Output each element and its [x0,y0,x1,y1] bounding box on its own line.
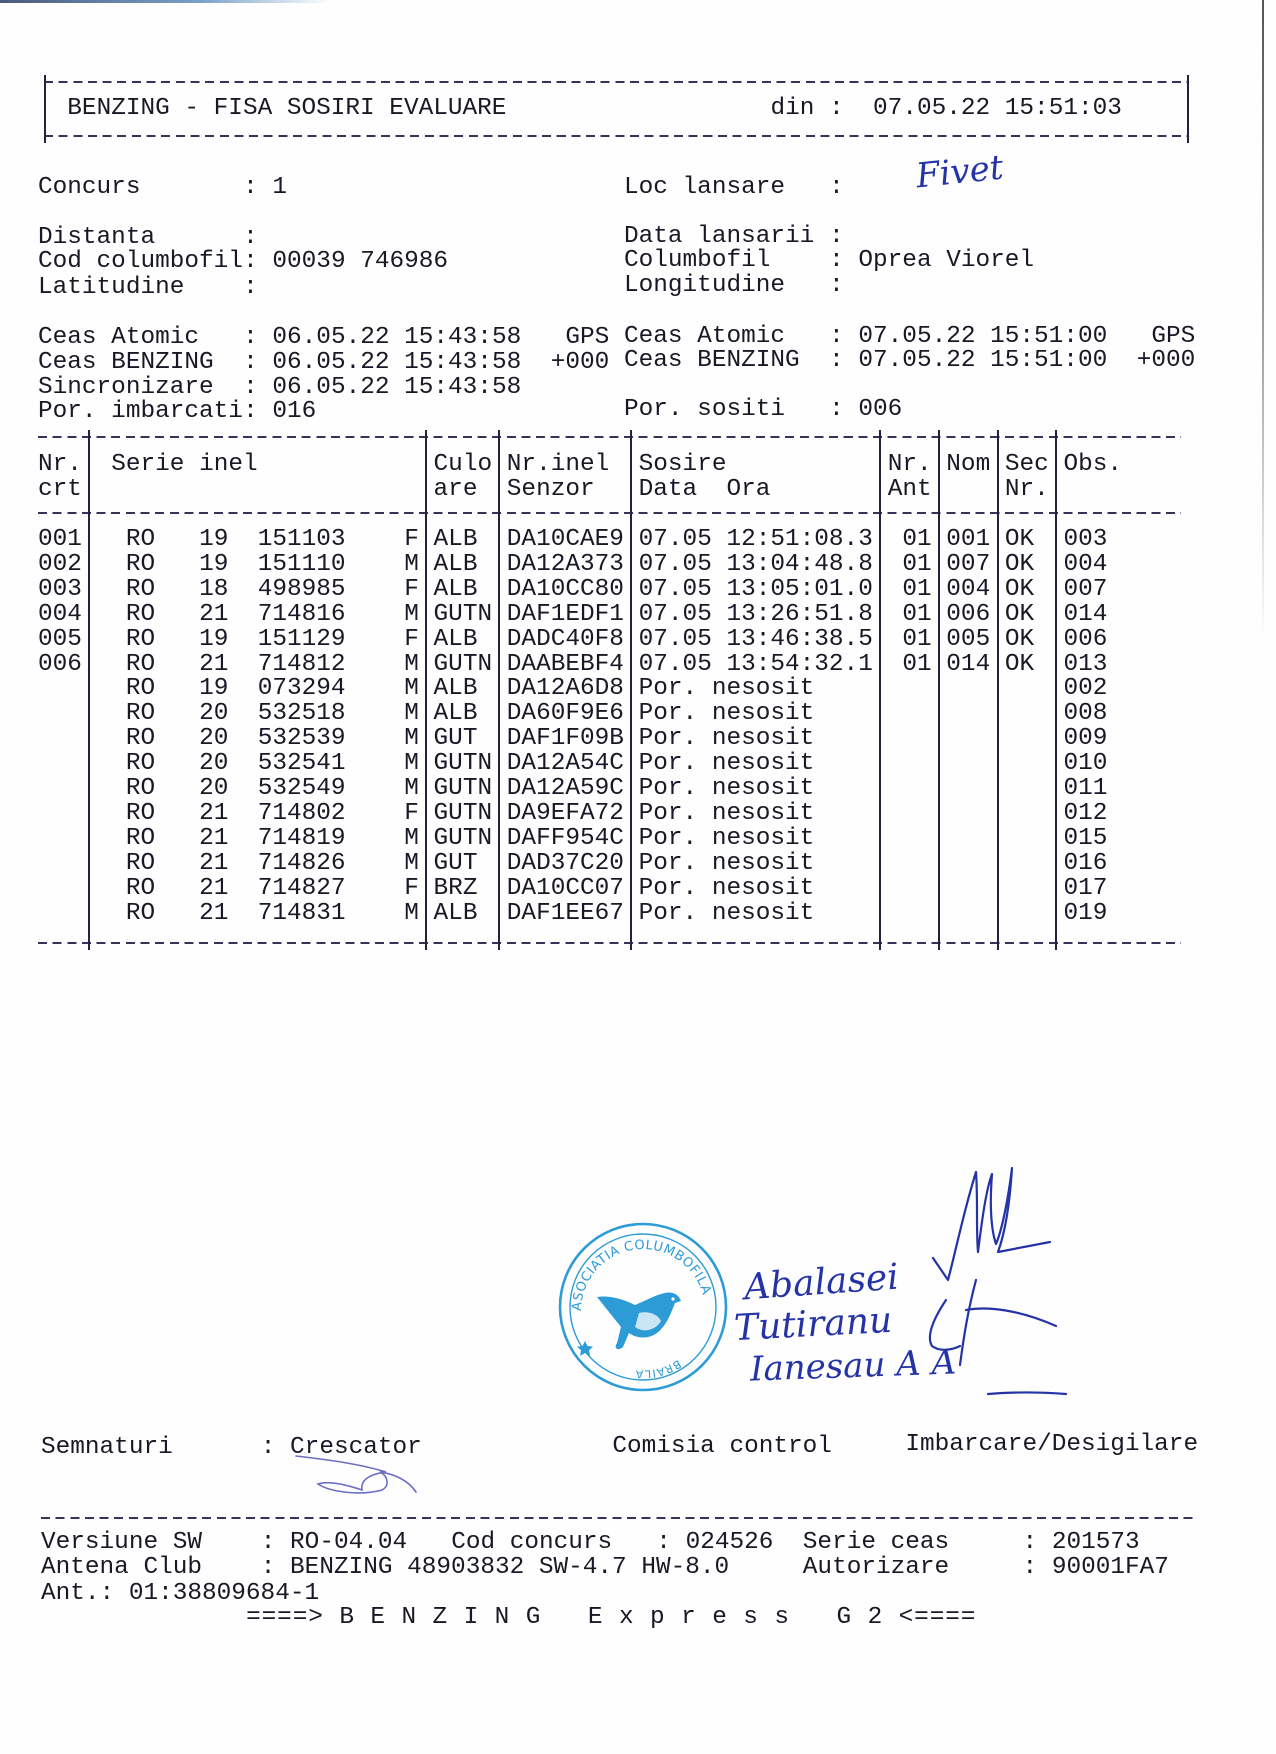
cell-sensor: DAD37C20 [506,849,624,877]
cell-color: GUT [433,725,478,753]
latitudine-label: Latitudine [38,274,185,301]
cod-concurs-colon: : [656,1529,671,1556]
cell-country: RO [125,700,156,728]
longitudine-colon: : [829,272,844,299]
cell-nom: 001 [946,526,991,553]
cell-nom: 014 [946,650,991,678]
cell-obs: 011 [1063,775,1108,802]
cell-arrival: 07.05 13:04:48.8 [638,550,873,578]
cell-sensor: DADC40F8 [506,625,624,653]
cell-sensor: DA12A54C [506,750,624,778]
cell-nr: 004 [38,600,82,628]
cell-sensor: DAABEBF4 [506,650,624,678]
start-benzing-value: 06.05.22 15:43:58 [272,349,522,376]
table-row [0,776,1276,802]
cell-obs: 006 [1063,625,1108,653]
cell-sex: M [404,824,419,852]
table-row [0,726,1276,752]
cell-color: ALB [433,899,478,927]
cell-arrival: Por. nesosit [638,725,815,753]
cell-sec: OK [1004,550,1035,578]
latitudine-colon: : [243,274,258,301]
header-sosire: Sosire [638,451,727,478]
header-sec-2: Nr. [1004,476,1049,503]
cell-obs: 010 [1063,750,1108,778]
cell-ant: 01 [902,550,932,578]
start-benzing-offset: +000 [550,349,610,376]
cell-arrival: Por. nesosit [638,799,815,827]
por-sositi-value: 006 [858,396,903,423]
cell-sensor: DAF1F09B [506,725,624,753]
pigeon-icon [597,1292,681,1349]
antena-club-value: BENZING 48903832 SW-4.7 HW-8.0 [290,1554,730,1581]
cell-country: RO [125,575,156,603]
cell-color: ALB [433,700,478,728]
cell-year: 21 [199,849,229,877]
cell-country: RO [125,650,156,678]
cell-obs: 009 [1063,725,1108,753]
cell-arrival: Por. nesosit [638,675,815,703]
table-row [0,527,1276,553]
cell-sex: M [404,600,419,628]
por-imbarcati-value: 016 [272,398,317,425]
cell-year: 20 [199,725,229,753]
cell-nr: 001 [38,526,82,553]
cod-concurs-value: 024526 [685,1529,774,1556]
cell-color: GUT [433,849,478,877]
loc-lansare-colon: : [829,174,844,201]
cell-ant: 01 [902,526,932,553]
distanta-label: Distanta [38,224,156,251]
table-row [0,751,1276,777]
cell-country: RO [125,725,156,753]
sync-value: 06.05.22 15:43:58 [272,374,522,401]
cell-obs: 012 [1063,799,1108,827]
end-atomic-value: 07.05.22 15:51:00 [858,323,1108,350]
cell-sec: OK [1004,575,1035,603]
cell-obs: 002 [1063,675,1108,703]
header-serie-inel: Serie inel [111,451,258,478]
cell-year: 20 [199,750,229,778]
cell-color: ALB [433,550,478,578]
cell-country: RO [125,874,156,902]
autorizare-label: Autorizare [802,1554,950,1581]
cell-nr: 005 [38,625,82,653]
header-nom: Nom [946,451,991,478]
cell-obs: 019 [1063,899,1108,927]
commission-signature-marks [720,1160,1080,1410]
cell-ant: 01 [902,575,932,603]
cell-serial: 714802 [257,799,346,827]
cell-serial: 714826 [257,849,346,877]
table-row [0,876,1276,902]
semnaturi-label: Semnaturi [41,1434,173,1461]
cell-color: GUTN [433,799,493,827]
cell-color: BRZ [433,874,478,902]
cell-sex: M [404,650,419,678]
columbofil-value: Oprea Viorel [858,247,1035,274]
signature-scribble-3 [960,1280,1056,1365]
versiune-sw-label: Versiune SW [41,1529,203,1556]
table-bottom-border [38,942,1181,944]
cell-color: ALB [433,526,478,553]
header-right-border [1187,75,1189,143]
table-row [0,577,1276,603]
cell-sec: OK [1004,600,1035,628]
cell-year: 19 [199,625,229,653]
handwritten-name-1: Abalasei [742,1256,901,1309]
serie-ceas-value: 201573 [1051,1529,1140,1556]
cell-serial: 532541 [257,750,346,778]
start-benzing-colon: : [243,349,258,376]
header-nr-ant-2: Ant [887,476,932,503]
sync-colon: : [243,374,258,401]
autorizare-colon: : [1022,1554,1038,1581]
cell-sensor: DA12A59C [506,775,624,802]
cell-year: 20 [199,775,229,802]
cell-arrival: 07.05 13:26:51.8 [638,600,873,628]
cell-sex: M [404,700,419,728]
cell-color: GUTN [433,650,493,678]
table-row [0,826,1276,852]
cell-arrival: Por. nesosit [638,775,815,802]
distanta-colon: : [243,224,258,251]
cell-year: 21 [199,824,229,852]
cell-sex: M [404,899,419,927]
antenna-id: Ant.: 01:38809684-1 [41,1580,320,1607]
association-stamp [557,1221,729,1393]
cell-color: ALB [433,575,478,603]
cell-sex: F [404,874,419,902]
cell-obs: 008 [1063,700,1108,728]
start-atomic-value: 06.05.22 15:43:58 [272,324,522,351]
header-nr: Nr. [38,451,82,478]
cell-sex: F [404,799,419,827]
end-atomic-source: GPS [1151,323,1196,350]
cell-obs: 017 [1063,874,1108,902]
cell-serial: 714831 [257,899,346,927]
cell-country: RO [125,550,156,578]
cell-sec: OK [1004,526,1035,553]
cell-year: 19 [199,526,229,553]
cell-sec: OK [1004,625,1035,653]
cell-year: 21 [199,600,229,628]
cell-arrival: Por. nesosit [638,849,815,877]
cell-nr: 006 [38,650,82,678]
stamp-top-text: ASOCIATIA COLUMBOFILA [569,1237,714,1312]
crescator-signature [290,1450,430,1506]
sync-label: Sincronizare [38,374,214,401]
cell-country: RO [125,799,156,827]
versiune-sw-value: RO-04.04 [290,1529,408,1556]
cell-nom: 006 [946,600,991,628]
cell-color: ALB [433,675,478,703]
cell-color: ALB [433,625,478,653]
benzing-express-banner: ====> B E N Z I N G E x p r e s s G 2 <==== [246,1604,977,1631]
columbofil-colon: : [829,247,844,274]
table-row [0,701,1276,727]
loc-lansare-label: Loc lansare [624,174,786,201]
autorizare-value: 90001FA7 [1051,1554,1169,1581]
cell-color: GUTN [433,600,493,628]
cell-sex: M [404,550,419,578]
start-atomic-source: GPS [565,324,610,351]
data-lansarii-label: Data lansarii [624,223,815,250]
start-atomic-colon: : [243,324,258,351]
cell-arrival: 07.05 13:54:32.1 [638,650,873,678]
cell-country: RO [125,625,156,653]
handwritten-name-3: Ianesau A A [749,1342,957,1390]
cell-arrival: Por. nesosit [638,824,815,852]
data-lansarii-colon: : [829,223,844,250]
cod-columbofil-value: 00039 746986 [272,248,449,275]
end-benzing-label: Ceas BENZING [624,347,800,374]
cell-color: GUTN [433,824,493,852]
cod-columbofil-colon: : [243,248,258,275]
table-row [0,602,1276,628]
cell-serial: 714812 [257,650,346,678]
cell-sex: M [404,725,419,753]
cell-serial: 532539 [257,725,346,753]
cell-obs: 015 [1063,824,1108,852]
cell-serial: 532518 [257,700,346,728]
concurs-colon: : [243,174,258,201]
cell-sensor: DA12A6D8 [506,675,624,703]
cell-sex: M [404,849,419,877]
cell-sensor: DA9EFA72 [506,799,624,827]
cell-year: 20 [199,700,229,728]
cell-country: RO [125,775,156,802]
table-row [0,901,1276,927]
signature-underline [988,1393,1066,1395]
cell-year: 21 [199,650,229,678]
cell-country: RO [125,675,156,703]
cell-color: GUTN [433,775,493,802]
page-title: BENZING - FISA SOSIRI EVALUARE [67,95,507,122]
cell-country: RO [125,526,156,553]
cell-sex: F [404,575,419,603]
cell-year: 21 [199,899,229,927]
cod-concurs-label: Cod concurs [451,1529,613,1556]
cell-arrival: Por. nesosit [638,700,815,728]
crescator-label: Crescator [290,1434,422,1461]
header-senzor: Senzor [506,476,595,503]
table-top-border [38,436,1181,438]
table-row [0,552,1276,578]
header-sec-1: Sec [1004,451,1049,478]
loc-lansare-handwritten-value: Fivet [914,147,1006,197]
cell-obs: 016 [1063,849,1108,877]
scan-artifact-top [0,0,330,3]
cell-serial: 498985 [257,575,346,603]
columbofil-label: Columbofil [624,247,771,274]
cell-country: RO [125,899,156,927]
end-benzing-value: 07.05.22 15:51:00 [858,347,1108,374]
cell-country: RO [125,824,156,852]
cell-ant: 01 [902,650,932,678]
cell-sensor: DA12A373 [506,550,624,578]
cell-nom: 005 [946,625,991,653]
cell-ant: 01 [902,625,932,653]
antena-club-label: Antena Club [41,1554,203,1581]
header-nr-ant-1: Nr. [887,451,932,478]
header-culoare-2: are [433,476,478,503]
cell-nom: 007 [946,550,991,578]
header-crt: crt [38,476,82,503]
cell-obs: 003 [1063,526,1108,553]
cell-year: 18 [199,575,229,603]
serie-ceas-label: Serie ceas [802,1529,950,1556]
signature-scribble-1 [933,1168,1050,1280]
table-row [0,676,1276,702]
cell-sex: M [404,675,419,703]
longitudine-label: Longitudine [624,272,786,299]
cell-sensor: DAF1EDF1 [506,600,624,628]
cell-serial: 714816 [257,600,346,628]
cell-country: RO [125,849,156,877]
signature-scribble-2 [930,1300,960,1350]
cell-obs: 014 [1063,600,1108,628]
cell-serial: 532549 [257,775,346,802]
cell-sensor: DA60F9E6 [506,700,624,728]
cell-nr: 002 [38,550,82,578]
table-header-separator [38,512,1181,514]
cell-sex: F [404,526,419,553]
por-imbarcati-colon: : [243,398,258,425]
cell-arrival: 07.05 13:46:38.5 [638,625,873,653]
header-obs: Obs. [1063,451,1123,478]
cell-sensor: DAF1EE67 [506,899,624,927]
handwritten-name-2: Tutiranu [733,1299,894,1350]
cell-obs: 013 [1063,650,1108,678]
cell-year: 21 [199,799,229,827]
cell-country: RO [125,750,156,778]
cell-sensor: DAFF954C [506,824,624,852]
cell-nr: 003 [38,575,82,603]
antena-club-colon: : [260,1554,276,1581]
semnaturi-colon: : [260,1434,276,1461]
header-nr-inel: Nr.inel [506,451,610,478]
footer-separator [41,1517,1195,1519]
cell-arrival: 07.05 13:05:01.0 [638,575,873,603]
concurs-label: Concurs [38,174,141,201]
comisia-control-label: Comisia control [612,1433,832,1460]
cell-country: RO [125,600,156,628]
end-atomic-label: Ceas Atomic [624,323,786,350]
cell-sex: M [404,750,419,778]
versiune-sw-colon: : [260,1529,276,1556]
header-bottom-border [44,135,1188,137]
din-label: din [770,95,815,122]
header-left-border [44,75,46,143]
cell-serial: 151110 [257,550,346,578]
cod-columbofil-label: Cod columbofil [38,248,243,275]
cell-nom: 004 [946,575,991,603]
cell-serial: 714827 [257,874,346,902]
start-atomic-label: Ceas Atomic [38,324,200,351]
cell-arrival: Por. nesosit [638,750,815,778]
din-value: 07.05.22 15:51:03 [873,95,1122,122]
cell-arrival: Por. nesosit [638,899,815,927]
cell-serial: 073294 [257,675,346,703]
cell-sensor: DA10CC80 [506,575,624,603]
cell-sex: F [404,625,419,653]
cell-year: 19 [199,550,229,578]
cell-sex: M [404,775,419,802]
por-imbarcati-label: Por. imbarcati [38,398,243,425]
cell-obs: 007 [1063,575,1108,603]
cell-sensor: DA10CC07 [506,874,624,902]
cell-ant: 01 [902,600,932,628]
concurs-value: 1 [272,174,288,201]
table-row [0,627,1276,653]
table-row [0,801,1276,827]
cell-serial: 151129 [257,625,346,653]
start-benzing-label: Ceas BENZING [38,349,214,376]
cell-color: GUTN [433,750,493,778]
table-row [0,851,1276,877]
header-data-ora: Data Ora [638,476,771,503]
cell-sec: OK [1004,650,1035,678]
por-sositi-colon: : [829,396,844,423]
cell-serial: 714819 [257,824,346,852]
header-culoare-1: Culo [433,451,493,478]
din-colon: : [829,95,844,122]
header-top-border [44,81,1188,83]
cell-obs: 004 [1063,550,1108,578]
cell-serial: 151103 [257,526,346,553]
cell-sensor: DA10CAE9 [506,526,624,553]
end-benzing-offset: +000 [1136,347,1196,374]
cell-arrival: Por. nesosit [638,874,815,902]
cell-year: 21 [199,874,229,902]
cell-year: 19 [199,675,229,703]
end-atomic-colon: : [829,323,844,350]
imbarcare-label: Imbarcare/Desigilare [905,1431,1199,1458]
stamp-bottom-text: BRAILA [634,1357,684,1381]
por-sositi-label: Por. sositi [624,396,786,423]
table-row [0,652,1276,678]
serie-ceas-colon: : [1022,1529,1038,1556]
cell-arrival: 07.05 12:51:08.3 [638,526,873,553]
end-benzing-colon: : [829,347,844,374]
